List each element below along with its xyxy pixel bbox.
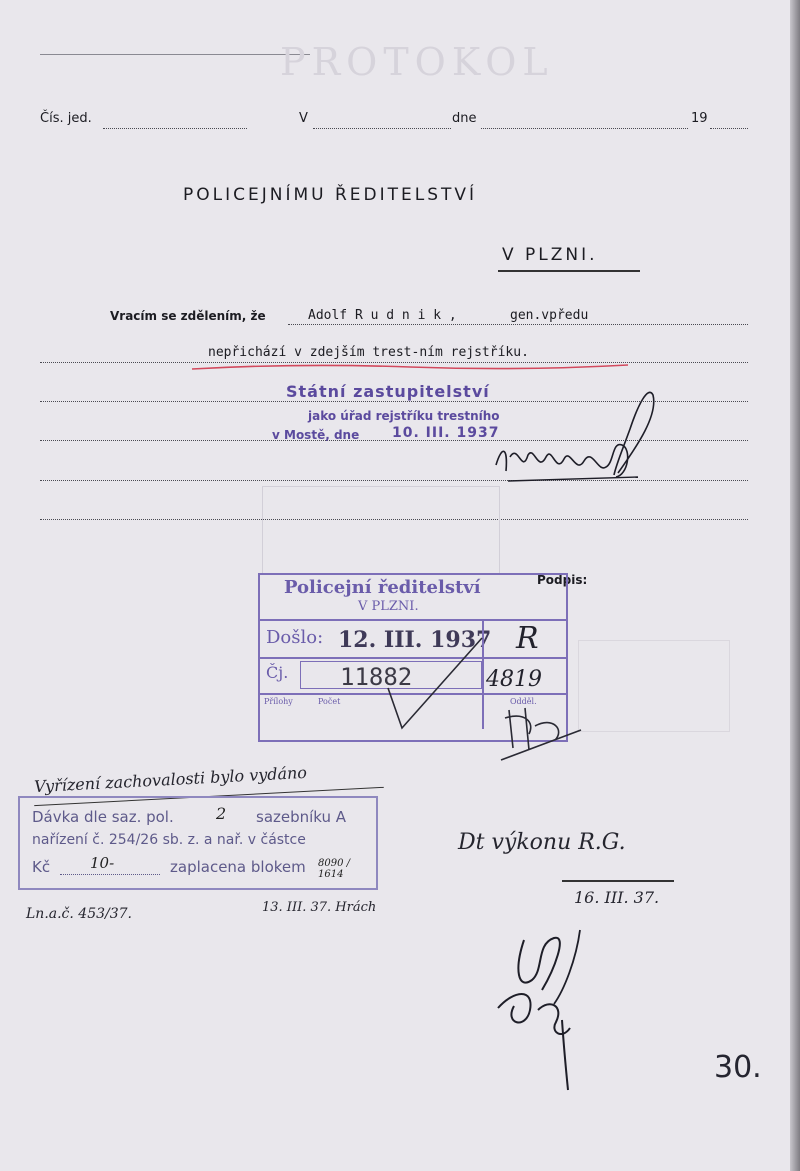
year-prefix: 19 [691,111,708,126]
block-number: 8090 / 1614 [318,858,350,880]
police-stamp-title1: Policejní ředitelství [284,577,481,598]
cis-jed-label: Čís. jed. [40,111,92,126]
footer-label-prilohy: Přílohy [264,697,293,706]
fee-line2: nařízení č. 254/26 sb. z. a nař. v částce [32,832,306,848]
page-number: 30. [714,1050,762,1085]
state-stamp-line2: jako úřad rejstříku trestního [308,409,500,423]
lower-signature [484,920,604,1095]
fee-amount: 10- [90,854,115,872]
execution-underline [562,880,674,882]
typed-name: Adolf R u d n i k , [308,308,457,323]
addressee-line2: V PLZNI. [502,245,598,265]
place-field [313,128,451,129]
fee-amount-rule [60,874,160,875]
checkmark-stroke [380,630,490,740]
handwritten-note-top: Vyřízení zachovalosti bylo vydáno [33,762,308,797]
bleed-through-box-2 [578,640,730,732]
year-field [710,128,748,129]
initials-scribble [495,700,585,770]
cj-label: Čj. [266,663,289,682]
fee-line3-prefix: Kč [32,858,51,876]
cis-jed-field [103,128,247,129]
doslo-label: Došlo: [266,627,324,648]
official-signature [488,385,668,495]
date-field [481,128,688,129]
footer-label-oddel: Odděl. [510,697,537,706]
typed-name-suffix: gen.vpředu [510,308,589,323]
body-rule-1 [288,324,748,325]
handwritten-execution: Dt výkonu R.G. [458,830,626,855]
handwritten-date-note: 13. III. 37. Hrách [262,900,377,915]
page-edge [790,0,800,1171]
handwritten-number: 4819 [486,667,542,692]
state-stamp-line1: Státní zastupitelství [286,382,490,401]
footer-label-pocet: Počet [318,697,341,706]
red-underline [190,360,630,374]
cj-number: 11882 [340,663,413,691]
fee-line3-suffix: zaplacena blokem [170,858,306,876]
intro-text: Vracím se zdělením, že [110,309,266,323]
handwritten-r: R [516,621,539,656]
addressee-line1: POLICEJNÍMU ŘEDITELSTVÍ [183,185,478,205]
v-label: V [299,111,308,126]
dne-label: dne [452,111,477,126]
signature-label: Podpis: [537,573,588,587]
fee-line1-suffix: sazebníku A [256,808,347,826]
top-rule [40,54,310,55]
fee-line1-value: 2 [216,804,227,823]
fee-line1-prefix: Dávka dle saz. pol. [32,808,174,826]
police-stamp-title2: V PLZNI. [358,599,419,614]
doslo-date: 12. III. 1937 [338,627,492,653]
typed-line-2: nepřichází v zdejším trest-ním rejstříku. [208,345,529,360]
handwritten-reference: Ln.a.č. 453/37. [26,906,133,922]
state-stamp-date: 10. III. 1937 [392,425,500,441]
state-stamp-line3: v Mostě, dne [272,428,360,442]
handwritten-execution-date: 16. III. 37. [574,888,660,907]
ghost-heading: PROTOKOL [280,40,554,84]
bleed-through-box [262,486,500,574]
addressee-underline [498,270,640,272]
